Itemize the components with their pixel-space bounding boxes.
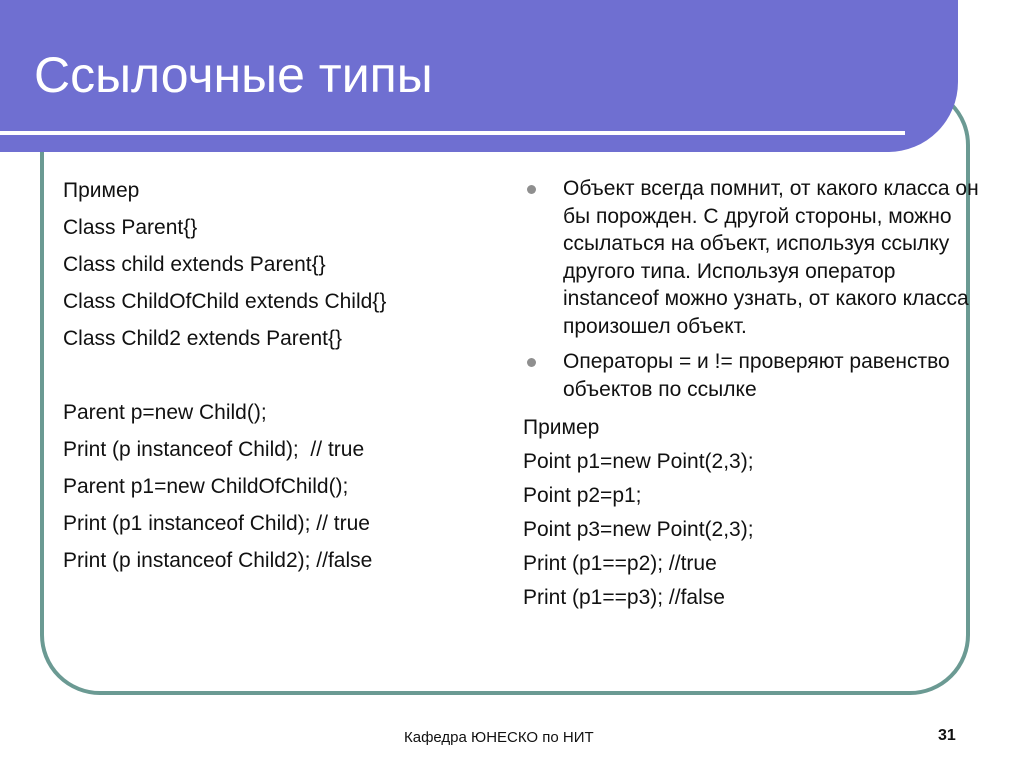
- code-line: Print (p1==p2); //true: [523, 552, 717, 575]
- code-line: Print (p instanceof Child2); //false: [63, 549, 373, 572]
- bullet-dot-icon: [527, 358, 536, 367]
- code-line: Print (p1==p3); //false: [523, 586, 725, 609]
- page-number: 31: [938, 727, 956, 744]
- bullet-item: [523, 348, 983, 403]
- footer-text: Кафедра ЮНЕСКО по НИТ: [404, 729, 594, 746]
- code-line: Class Child2 extends Parent{}: [63, 327, 342, 350]
- left-column: [63, 172, 493, 579]
- bullet-text: Операторы = и != проверяют равенство объектов по ссылке: [563, 350, 950, 401]
- slide-title: Ссылочные типы: [34, 47, 433, 103]
- code-line: Пример: [63, 179, 140, 202]
- code-line: Parent p1=new ChildOfChild();: [63, 475, 349, 498]
- code-line: Print (p instanceof Child); // true: [63, 438, 365, 461]
- code-line: Class ChildOfChild extends Child{}: [63, 290, 387, 313]
- bullet-dot-icon: [527, 185, 536, 194]
- code-line: Class Parent{}: [63, 216, 198, 239]
- blank-line: [63, 357, 493, 394]
- code-line: Point p3=new Point(2,3);: [523, 518, 754, 541]
- code-line: Print (p1 instanceof Child); // true: [63, 512, 370, 535]
- code-line: Point p2=p1;: [523, 484, 642, 507]
- code-line: Пример: [523, 416, 600, 439]
- bullet-text: Объект всегда помнит, от какого класса он бы порожден. С другой стороны, можно ссылаться на объект, используя ссылку другого типа. Используя оператор instanceof можно узнать, от какого класса произошел объект.: [563, 177, 979, 338]
- title-underline: [0, 131, 905, 135]
- code-line: Parent p=new Child();: [63, 401, 267, 424]
- bullet-item: [523, 175, 983, 340]
- title-bar: [0, 0, 958, 152]
- code-line: Point p1=new Point(2,3);: [523, 450, 754, 473]
- code-line: Class child extends Parent{}: [63, 253, 326, 276]
- right-column: [523, 175, 983, 615]
